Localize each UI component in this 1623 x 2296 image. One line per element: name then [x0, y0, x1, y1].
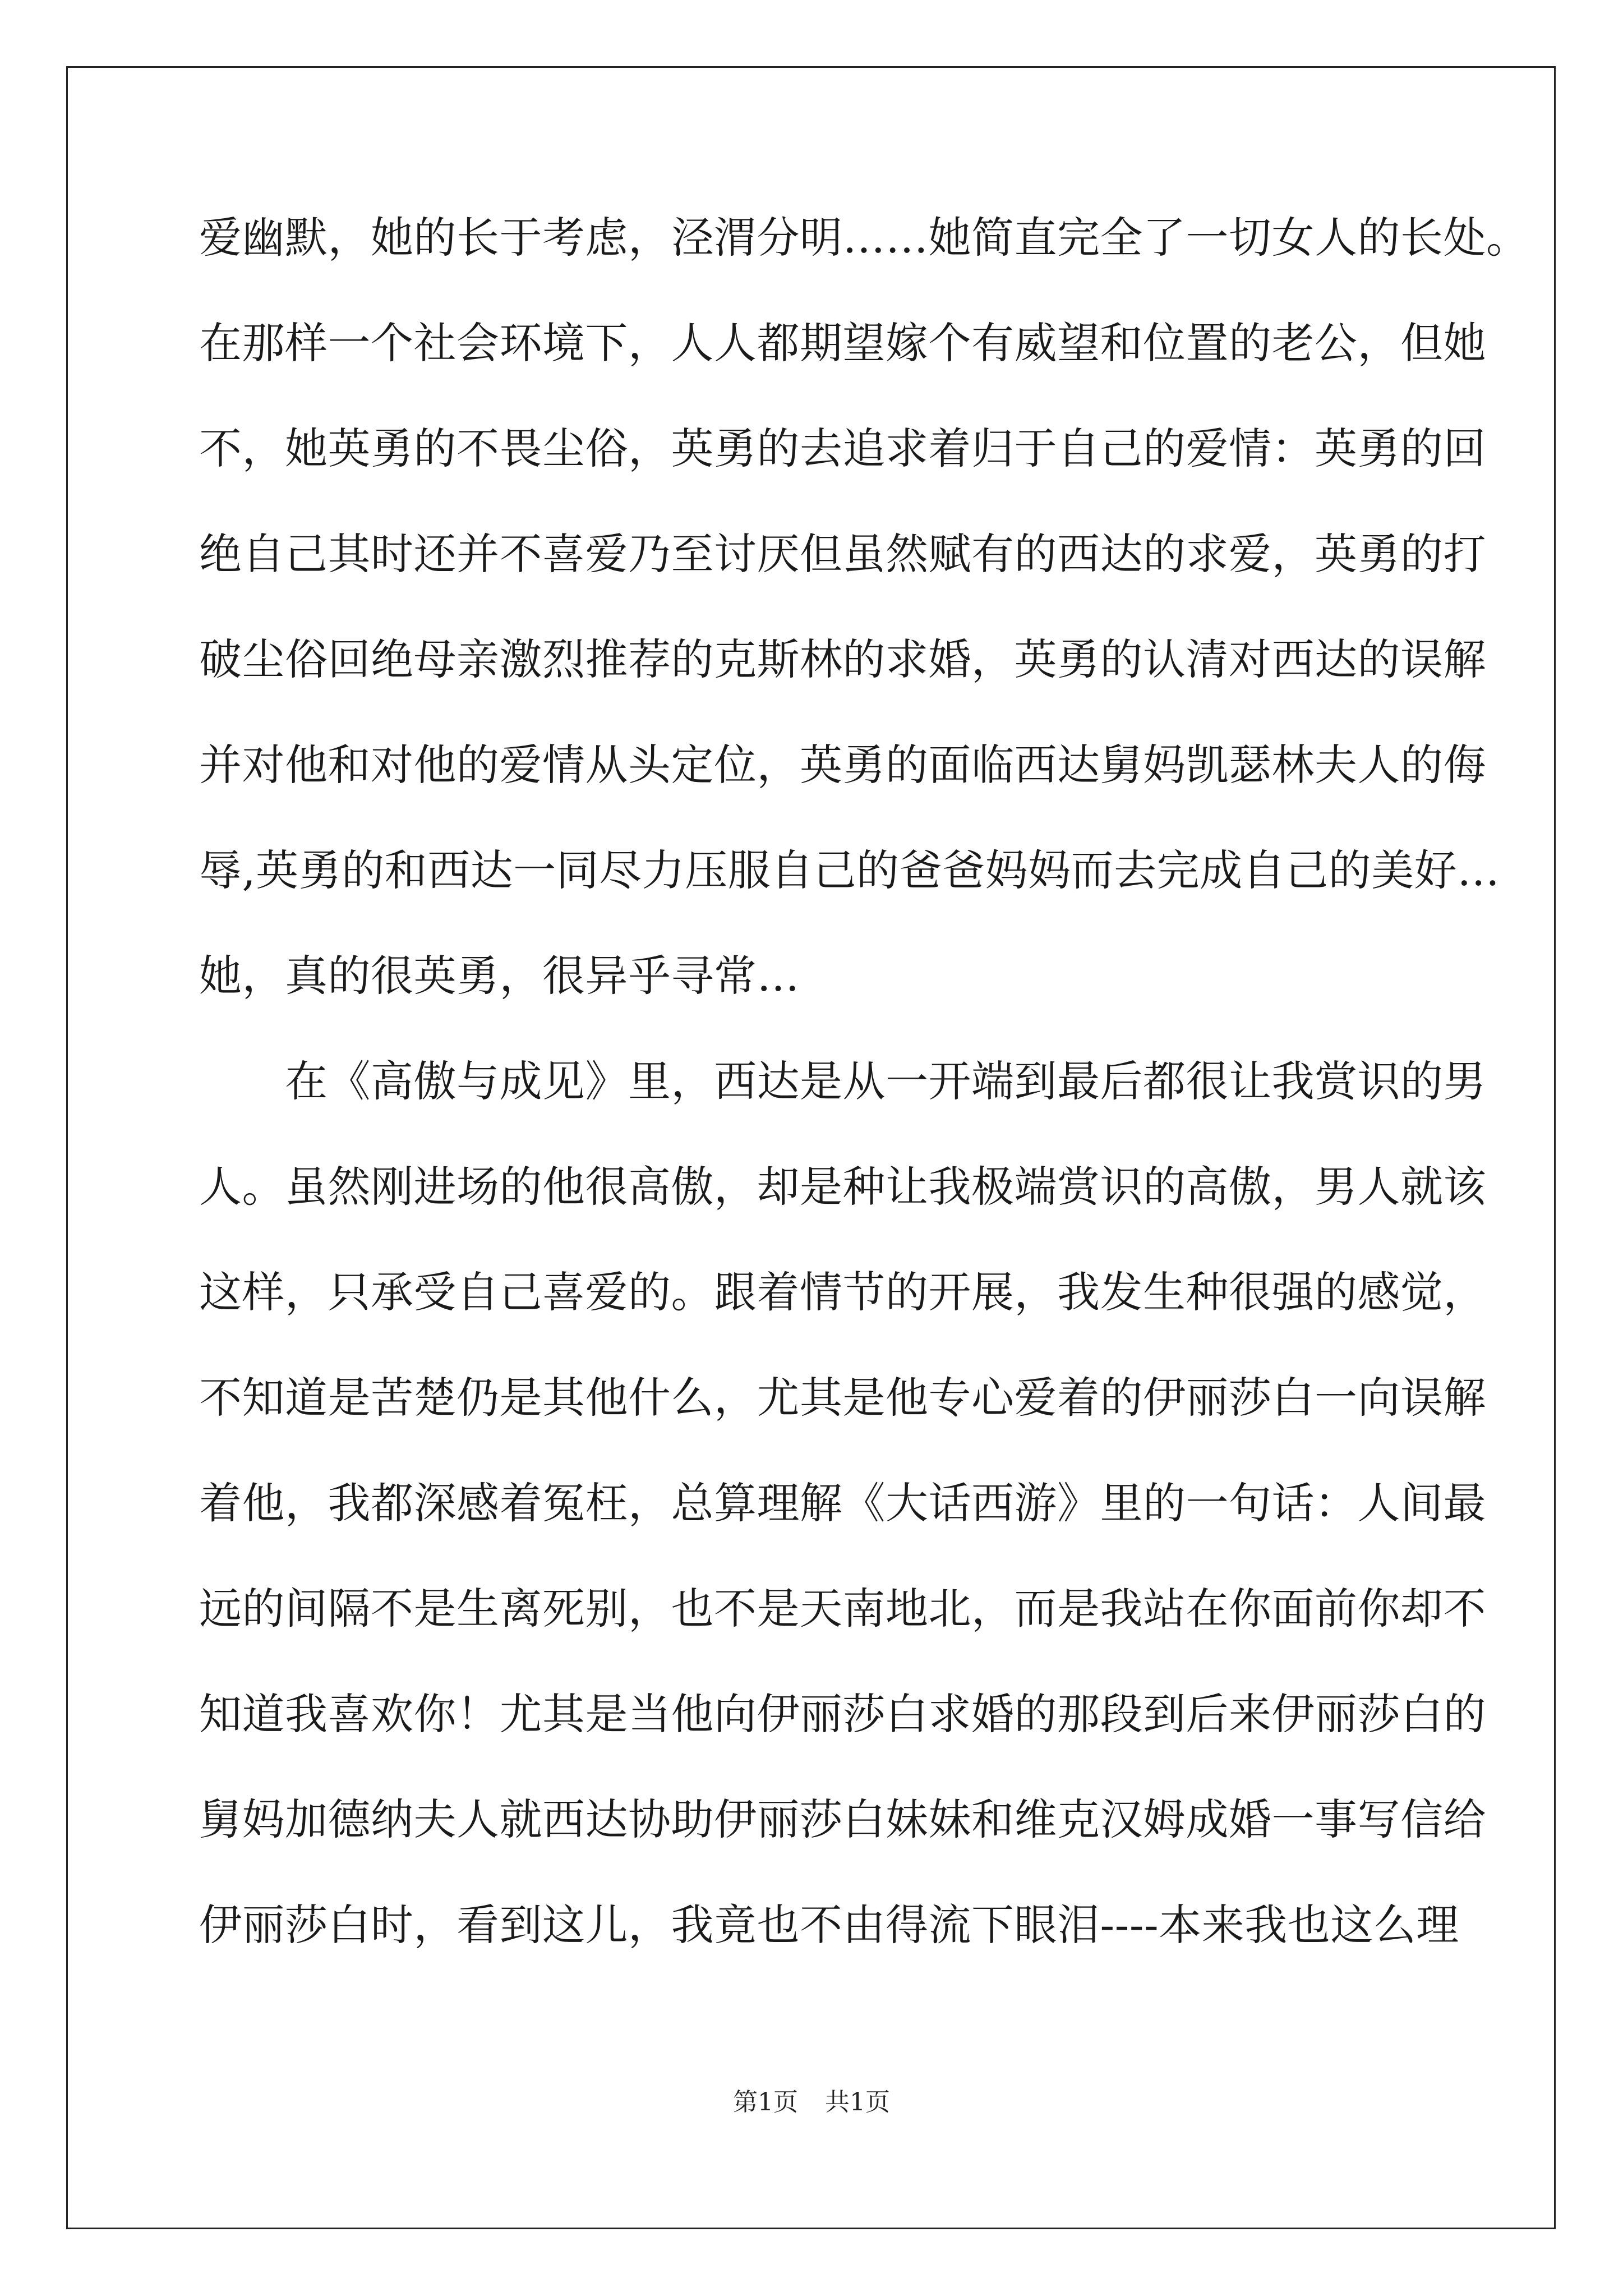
text-line: 破尘俗回绝母亲激烈推荐的克斯林的求婚，英勇的认清对西达的误解 — [199, 634, 1486, 684]
document-body — [199, 185, 1529, 1978]
text-line: 辱,英勇的和西达一同尽力压服自己的爸爸妈妈而去完成自己的美好… — [199, 845, 1500, 895]
text-line: 舅妈加德纳夫人就西达协助伊丽莎白妹妹和维克汉姆成婚一事写信给 — [199, 1795, 1486, 1844]
text-line: 着他，我都深感着冤枉，总算理解《大话西游》里的一句话：人间最 — [199, 1478, 1486, 1528]
text-line: 远的间隔不是生离死别，也不是天南地北，而是我站在你面前你却不 — [199, 1584, 1486, 1634]
text-line: 知道我喜欢你！尤其是当他向伊丽莎白求婚的那段到后来伊丽莎白的 — [199, 1689, 1486, 1739]
page-number: 第1页 — [733, 2088, 798, 2116]
text-line: 绝自己其时还并不喜爱乃至讨厌但虽然赋有的西达的求爱，英勇的打 — [199, 529, 1486, 579]
text-line: 这样，只承受自己喜爱的。跟着情节的开展，我发生种很强的感觉， — [199, 1267, 1486, 1317]
text-line: 在《高傲与成见》里，西达是从一开端到最后都很让我赏识的男 — [199, 1056, 1486, 1106]
text-line: 人。虽然刚进场的他很高傲，却是种让我极端赏识的高傲，男人就该 — [199, 1162, 1486, 1212]
page-footer — [0, 2086, 1623, 2119]
text-line: 伊丽莎白时，看到这儿，我竟也不由得流下眼泪----本来我也这么理 — [199, 1900, 1459, 1950]
text-line: 不，她英勇的不畏尘俗，英勇的去追求着归于自己的爱情：英勇的回 — [199, 424, 1486, 473]
text-line: 她，真的很英勇，很异乎寻常… — [199, 951, 800, 1001]
text-line: 并对他和对他的爱情从头定位，英勇的面临西达舅妈凯瑟林夫人的侮 — [199, 740, 1486, 790]
page-total: 共1页 — [825, 2088, 890, 2116]
text-line: 在那样一个社会环境下，人人都期望嫁个有威望和位置的老公，但她 — [199, 318, 1486, 368]
text-line: 不知道是苦楚仍是其他什么，尤其是他专心爱着的伊丽莎白一向误解 — [199, 1373, 1486, 1423]
text-line: 爱幽默，她的长于考虑，泾渭分明……她简直完全了一切女人的长处。 — [199, 213, 1529, 263]
